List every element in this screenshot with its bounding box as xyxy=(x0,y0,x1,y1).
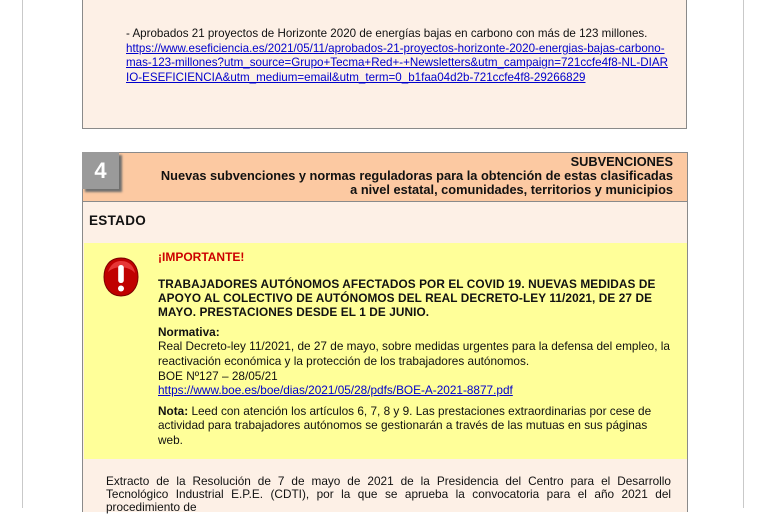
section-title: SUBVENCIONES xyxy=(570,154,673,169)
estado-heading: ESTADO xyxy=(89,213,147,228)
news-item-link[interactable]: https://www.eseficiencia.es/2021/05/11/aprobados-21-proyectos-horizonte-2020-energias-bajas-carbono-mas-123-millones?utm_source=Grupo+Tecma+Red+-+Newsletters&utm_campaign=721ccfe4f8-NL-DIARIO-ESEFICIENCIA&utm_medium=email&utm_term=0_b1faa04d2b-721ccfe4f8-29266829 xyxy=(126,41,668,84)
section-body xyxy=(82,202,688,515)
boe-link[interactable]: https://www.boe.es/boe/dias/2021/05/28/pdfs/BOE-A-2021-8877.pdf xyxy=(158,383,513,398)
news-item-text: - Aprobados 21 proyectos de Horizonte 2020 de energías bajas en carbono con más de 123 millones. xyxy=(126,27,648,40)
notice-headline: TRABAJADORES AUTÓNOMOS AFECTADOS POR EL COVID 19. NUEVAS MEDIDAS DE APOYO AL COLECTIVO DE AUTÓNOMOS DEL REAL DECRETO-LEY 11/2021, DE 27 DE MAYO. PRESTACIONES DESDE EL 1 DE JUNIO. xyxy=(158,276,656,320)
normativa-label: Normativa: xyxy=(158,324,220,339)
notice-content xyxy=(158,250,674,448)
section-header xyxy=(82,152,688,202)
exclamation-icon xyxy=(103,257,139,297)
news-item xyxy=(126,27,671,85)
important-notice xyxy=(84,243,687,459)
nota-label: Nota: xyxy=(158,403,189,418)
nota-paragraph xyxy=(158,404,674,448)
previous-section-box xyxy=(82,0,687,129)
nota-text: Leed con atención los artículos 6, 7, 8 y 9. Las prestaciones extraordinarias por cese de actividad para trabajadores autónomos se gestionarán a través de las mutuas en sus páginas web. xyxy=(158,403,652,447)
extracto-paragraph: Extracto de la Resolución de 7 de mayo de 2021 de la Presidencia del Centro para el Desarrollo Tecnológico Industrial E.P.E. (CDTI), por la que se aprueba la convocatoria para el año 2021 del procedimiento de xyxy=(106,474,671,515)
importante-label: ¡IMPORTANTE! xyxy=(158,250,245,264)
boe-reference: BOE Nº127 – 28/05/21 xyxy=(158,368,278,383)
section-subtitle: Nuevas subvenciones y normas reguladoras para la obtención de estas clasificadas a nivel estatal, comunidades, territorios y municipios xyxy=(160,168,673,197)
section-number-badge: 4 xyxy=(82,152,119,189)
normativa-text: Real Decreto-ley 11/2021, de 27 de mayo, sobre medidas urgentes para la defensa del empleo, la reactivación económica y la protección de los trabajadores autónomos. xyxy=(158,339,670,368)
